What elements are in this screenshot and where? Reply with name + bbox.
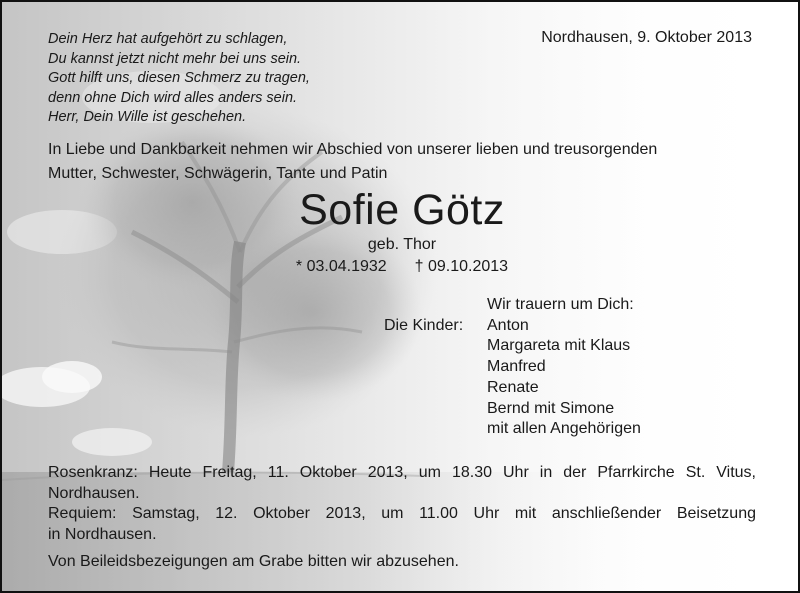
death-date: † 09.10.2013 <box>414 258 509 275</box>
requiem-text: in Nordhausen. <box>48 526 157 544</box>
children-label: Die Kinder: <box>384 317 464 334</box>
mourners-heading: Wir trauern um Dich: <box>487 296 634 313</box>
poem-line: Herr, Dein Wille ist geschehen. <box>48 109 247 126</box>
rosary-text: Rosenkranz: Heute Freitag, 11. Oktober 2013, um 18.30 Uhr in der Pfarrkirche St. Vitus, <box>48 464 756 481</box>
place-date: Nordhausen, 9. Oktober 2013 <box>541 29 752 46</box>
poem-line: Dein Herz hat aufgehört zu schlagen, <box>48 31 288 47</box>
mourner-name: mit allen Angehörigen <box>487 420 641 438</box>
mourner-name: Margareta mit Klaus <box>487 337 631 355</box>
deceased-name: Sofie Götz <box>299 186 505 234</box>
birth-date: * 03.04.1932 <box>295 258 387 275</box>
requiem-text: Requiem: Samstag, 12. Oktober 2013, um 11.00 Uhr mit anschließender Beisetzung <box>48 505 756 523</box>
rosary-text: Nordhausen. <box>48 484 140 502</box>
poem-line: denn ohne Dich wird alles anders sein. <box>48 89 298 106</box>
poem <box>48 30 310 128</box>
condolence-note: Von Beileidsbezeigungen am Grabe bitten wir abzusehen. <box>48 552 459 570</box>
mourner-name: Bernd mit Simone <box>487 399 615 417</box>
mourner-name: Renate <box>487 378 539 396</box>
intro-text <box>48 138 657 186</box>
life-dates <box>2 257 800 277</box>
poem-line: Gott hilft uns, diesen Schmerz zu tragen, <box>48 70 310 87</box>
mourner-name: Manfred <box>487 358 546 376</box>
mourners-list <box>487 295 641 440</box>
intro-line: Mutter, Schwester, Schwägerin, Tante und Patin <box>48 165 388 182</box>
intro-line: In Liebe und Dankbarkeit nehmen wir Abschied von unserer lieben und treusorgenden <box>48 141 658 158</box>
poem-line: Du kannst jetzt nicht mehr bei uns sein. <box>48 50 302 67</box>
mourner-name: Anton <box>487 316 529 334</box>
service-details <box>48 463 756 573</box>
maiden-name: geb. Thor <box>367 236 437 253</box>
